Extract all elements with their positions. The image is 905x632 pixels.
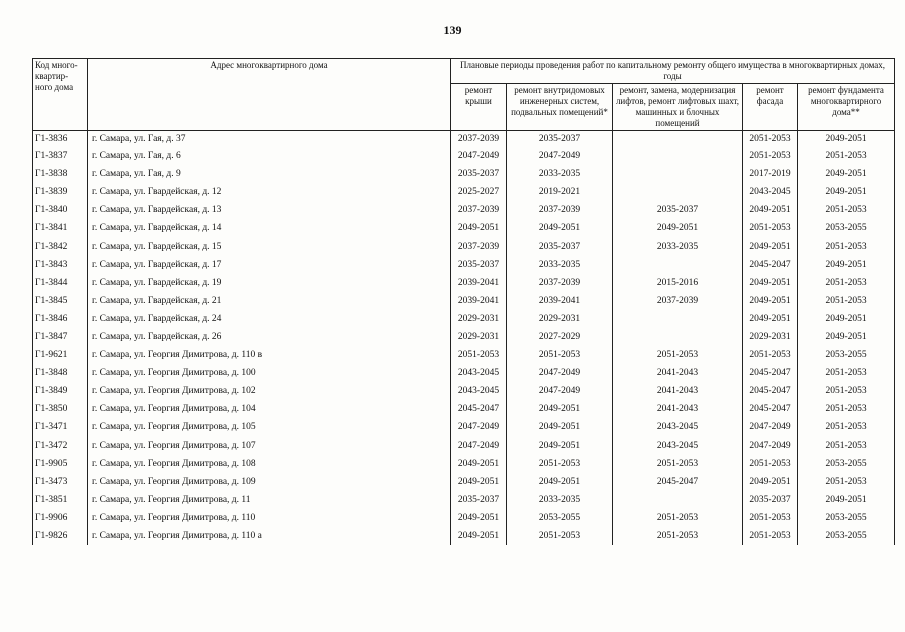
cell-code: Г1-9621 — [33, 346, 88, 364]
cell-roof: 2039-2041 — [451, 274, 507, 292]
table-row — [33, 274, 895, 292]
cell-code: Г1-3472 — [33, 437, 88, 455]
cell-systems: 2029-2031 — [507, 310, 613, 328]
cell-facade: 2047-2049 — [743, 437, 798, 455]
cell-roof: 2035-2037 — [451, 491, 507, 509]
header-roof: ремонт крыши — [451, 84, 507, 131]
cell-elevators — [613, 310, 743, 328]
cell-roof: 2025-2027 — [451, 183, 507, 201]
cell-code: Г1-3839 — [33, 183, 88, 201]
cell-facade: 2045-2047 — [743, 382, 798, 400]
cell-facade: 2051-2053 — [743, 147, 798, 165]
repair-schedule-table — [32, 58, 895, 545]
table-row — [33, 328, 895, 346]
cell-elevators: 2043-2045 — [613, 437, 743, 455]
cell-elevators: 2045-2047 — [613, 473, 743, 491]
cell-facade: 2049-2051 — [743, 201, 798, 219]
cell-systems: 2035-2037 — [507, 237, 613, 255]
cell-roof: 2035-2037 — [451, 256, 507, 274]
cell-roof: 2047-2049 — [451, 437, 507, 455]
table-body — [33, 131, 895, 546]
cell-elevators — [613, 328, 743, 346]
cell-systems: 2027-2029 — [507, 328, 613, 346]
header-systems: ремонт внутридомовых инженерных систем, подвальных помещений* — [507, 84, 613, 131]
cell-address: г. Самара, ул. Георгия Димитрова, д. 105 — [88, 418, 451, 436]
cell-elevators: 2041-2043 — [613, 364, 743, 382]
table-row — [33, 527, 895, 545]
cell-code: Г1-3847 — [33, 328, 88, 346]
cell-foundation: 2053-2055 — [798, 455, 895, 473]
table-row — [33, 418, 895, 436]
table-row — [33, 346, 895, 364]
cell-foundation: 2049-2051 — [798, 491, 895, 509]
cell-code: Г1-3836 — [33, 131, 88, 148]
cell-code: Г1-9905 — [33, 455, 88, 473]
table-row — [33, 437, 895, 455]
cell-facade: 2051-2053 — [743, 527, 798, 545]
cell-systems: 2019-2021 — [507, 183, 613, 201]
cell-facade: 2045-2047 — [743, 400, 798, 418]
cell-code: Г1-9906 — [33, 509, 88, 527]
cell-address: г. Самара, ул. Георгия Димитрова, д. 110 — [88, 509, 451, 527]
cell-systems: 2037-2039 — [507, 274, 613, 292]
cell-systems: 2049-2051 — [507, 418, 613, 436]
cell-code: Г1-3846 — [33, 310, 88, 328]
cell-systems: 2033-2035 — [507, 256, 613, 274]
cell-elevators — [613, 147, 743, 165]
cell-elevators: 2051-2053 — [613, 346, 743, 364]
cell-roof: 2051-2053 — [451, 346, 507, 364]
cell-foundation: 2049-2051 — [798, 183, 895, 201]
cell-facade: 2051-2053 — [743, 455, 798, 473]
cell-foundation: 2051-2053 — [798, 201, 895, 219]
cell-foundation: 2053-2055 — [798, 509, 895, 527]
table-row — [33, 201, 895, 219]
cell-address: г. Самара, ул. Георгия Димитрова, д. 11 — [88, 491, 451, 509]
cell-elevators: 2015-2016 — [613, 274, 743, 292]
header-periods: Плановые периоды проведения работ по капитальному ремонту общего имущества в многоквартирных домах, годы — [451, 59, 895, 84]
table-row — [33, 183, 895, 201]
cell-code: Г1-3849 — [33, 382, 88, 400]
cell-address: г. Самара, ул. Гая, д. 37 — [88, 131, 451, 148]
cell-systems: 2049-2051 — [507, 437, 613, 455]
cell-foundation: 2051-2053 — [798, 237, 895, 255]
cell-foundation: 2051-2053 — [798, 437, 895, 455]
cell-foundation: 2051-2053 — [798, 292, 895, 310]
cell-foundation: 2049-2051 — [798, 310, 895, 328]
cell-code: Г1-3851 — [33, 491, 88, 509]
cell-elevators: 2051-2053 — [613, 527, 743, 545]
cell-systems: 2051-2053 — [507, 455, 613, 473]
cell-foundation: 2049-2051 — [798, 256, 895, 274]
cell-facade: 2047-2049 — [743, 418, 798, 436]
cell-code: Г1-3841 — [33, 219, 88, 237]
cell-facade: 2049-2051 — [743, 237, 798, 255]
cell-code: Г1-3473 — [33, 473, 88, 491]
header-code: Код много-квартир-ного дома — [33, 59, 88, 131]
table-row — [33, 165, 895, 183]
table-row — [33, 509, 895, 527]
cell-facade: 2017-2019 — [743, 165, 798, 183]
cell-roof: 2037-2039 — [451, 237, 507, 255]
cell-facade: 2045-2047 — [743, 364, 798, 382]
page-number: 139 — [443, 23, 462, 37]
cell-code: Г1-3837 — [33, 147, 88, 165]
cell-roof: 2047-2049 — [451, 147, 507, 165]
cell-code: Г1-3850 — [33, 400, 88, 418]
cell-address: г. Самара, ул. Гвардейская, д. 19 — [88, 274, 451, 292]
cell-address: г. Самара, ул. Гвардейская, д. 14 — [88, 219, 451, 237]
cell-roof: 2037-2039 — [451, 131, 507, 148]
cell-code: Г1-3845 — [33, 292, 88, 310]
cell-elevators: 2033-2035 — [613, 237, 743, 255]
cell-systems: 2037-2039 — [507, 201, 613, 219]
cell-foundation: 2051-2053 — [798, 147, 895, 165]
cell-code: Г1-3840 — [33, 201, 88, 219]
header-address: Адрес многоквартирного дома — [88, 59, 451, 131]
cell-elevators — [613, 165, 743, 183]
cell-elevators: 2041-2043 — [613, 400, 743, 418]
cell-elevators: 2051-2053 — [613, 455, 743, 473]
cell-foundation: 2049-2051 — [798, 165, 895, 183]
cell-address: г. Самара, ул. Гая, д. 9 — [88, 165, 451, 183]
cell-facade: 2049-2051 — [743, 292, 798, 310]
cell-roof: 2039-2041 — [451, 292, 507, 310]
cell-facade: 2049-2051 — [743, 473, 798, 491]
cell-foundation: 2051-2053 — [798, 274, 895, 292]
cell-address: г. Самара, ул. Георгия Димитрова, д. 108 — [88, 455, 451, 473]
cell-address: г. Самара, ул. Георгия Димитрова, д. 109 — [88, 473, 451, 491]
cell-address: г. Самара, ул. Гвардейская, д. 21 — [88, 292, 451, 310]
table-row — [33, 219, 895, 237]
cell-address: г. Самара, ул. Георгия Димитрова, д. 100 — [88, 364, 451, 382]
cell-address: г. Самара, ул. Георгия Димитрова, д. 110 в — [88, 346, 451, 364]
cell-code: Г1-3843 — [33, 256, 88, 274]
cell-roof: 2049-2051 — [451, 455, 507, 473]
table-row — [33, 147, 895, 165]
cell-roof: 2049-2051 — [451, 219, 507, 237]
cell-foundation: 2049-2051 — [798, 328, 895, 346]
cell-code: Г1-3844 — [33, 274, 88, 292]
cell-elevators: 2043-2045 — [613, 418, 743, 436]
cell-foundation: 2051-2053 — [798, 364, 895, 382]
cell-roof: 2035-2037 — [451, 165, 507, 183]
table-row — [33, 455, 895, 473]
cell-foundation: 2049-2051 — [798, 131, 895, 148]
cell-elevators — [613, 131, 743, 148]
cell-code: Г1-3848 — [33, 364, 88, 382]
cell-address: г. Самара, ул. Гвардейская, д. 13 — [88, 201, 451, 219]
cell-roof: 2049-2051 — [451, 473, 507, 491]
cell-systems: 2053-2055 — [507, 509, 613, 527]
cell-systems: 2035-2037 — [507, 131, 613, 148]
cell-address: г. Самара, ул. Георгия Димитрова, д. 104 — [88, 400, 451, 418]
cell-systems: 2051-2053 — [507, 527, 613, 545]
cell-systems: 2047-2049 — [507, 364, 613, 382]
cell-foundation: 2051-2053 — [798, 473, 895, 491]
cell-facade: 2051-2053 — [743, 131, 798, 148]
cell-systems: 2039-2041 — [507, 292, 613, 310]
cell-elevators: 2049-2051 — [613, 219, 743, 237]
table-row — [33, 310, 895, 328]
cell-facade: 2049-2051 — [743, 310, 798, 328]
cell-systems: 2049-2051 — [507, 473, 613, 491]
cell-systems: 2049-2051 — [507, 219, 613, 237]
cell-facade: 2051-2053 — [743, 509, 798, 527]
cell-elevators: 2037-2039 — [613, 292, 743, 310]
cell-code: Г1-3471 — [33, 418, 88, 436]
cell-code: Г1-9826 — [33, 527, 88, 545]
cell-roof: 2037-2039 — [451, 201, 507, 219]
cell-facade: 2029-2031 — [743, 328, 798, 346]
cell-foundation: 2051-2053 — [798, 400, 895, 418]
cell-foundation: 2053-2055 — [798, 219, 895, 237]
cell-facade: 2051-2053 — [743, 219, 798, 237]
cell-elevators: 2051-2053 — [613, 509, 743, 527]
cell-code: Г1-3842 — [33, 237, 88, 255]
cell-systems: 2049-2051 — [507, 400, 613, 418]
cell-address: г. Самара, ул. Георгия Димитрова, д. 110 а — [88, 527, 451, 545]
table-row — [33, 382, 895, 400]
cell-address: г. Самара, ул. Георгия Димитрова, д. 107 — [88, 437, 451, 455]
cell-facade: 2051-2053 — [743, 346, 798, 364]
cell-facade: 2035-2037 — [743, 491, 798, 509]
header-foundation: ремонт фундамента многоквартирного дома** — [798, 84, 895, 131]
cell-facade: 2043-2045 — [743, 183, 798, 201]
cell-elevators — [613, 183, 743, 201]
header-elevators: ремонт, замена, модернизация лифтов, ремонт лифтовых шахт, машинных и блочных помещений — [613, 84, 743, 131]
header-facade: ремонт фасада — [743, 84, 798, 131]
cell-roof: 2047-2049 — [451, 418, 507, 436]
cell-address: г. Самара, ул. Гвардейская, д. 12 — [88, 183, 451, 201]
cell-roof: 2029-2031 — [451, 310, 507, 328]
cell-foundation: 2051-2053 — [798, 418, 895, 436]
cell-address: г. Самара, ул. Гвардейская, д. 15 — [88, 237, 451, 255]
cell-address: г. Самара, ул. Георгия Димитрова, д. 102 — [88, 382, 451, 400]
table-row — [33, 256, 895, 274]
cell-roof: 2043-2045 — [451, 364, 507, 382]
cell-roof: 2043-2045 — [451, 382, 507, 400]
cell-systems: 2033-2035 — [507, 165, 613, 183]
table-row — [33, 473, 895, 491]
table-row — [33, 364, 895, 382]
cell-systems: 2033-2035 — [507, 491, 613, 509]
cell-address: г. Самара, ул. Гвардейская, д. 24 — [88, 310, 451, 328]
table-row — [33, 491, 895, 509]
cell-elevators — [613, 256, 743, 274]
cell-foundation: 2053-2055 — [798, 527, 895, 545]
cell-roof: 2045-2047 — [451, 400, 507, 418]
table-row — [33, 237, 895, 255]
cell-address: г. Самара, ул. Гвардейская, д. 17 — [88, 256, 451, 274]
cell-elevators — [613, 491, 743, 509]
cell-elevators: 2035-2037 — [613, 201, 743, 219]
cell-systems: 2047-2049 — [507, 147, 613, 165]
cell-roof: 2029-2031 — [451, 328, 507, 346]
cell-foundation: 2053-2055 — [798, 346, 895, 364]
cell-facade: 2045-2047 — [743, 256, 798, 274]
table-row — [33, 400, 895, 418]
cell-address: г. Самара, ул. Гвардейская, д. 26 — [88, 328, 451, 346]
cell-code: Г1-3838 — [33, 165, 88, 183]
cell-elevators: 2041-2043 — [613, 382, 743, 400]
cell-systems: 2051-2053 — [507, 346, 613, 364]
cell-address: г. Самара, ул. Гая, д. 6 — [88, 147, 451, 165]
cell-foundation: 2051-2053 — [798, 382, 895, 400]
table-row — [33, 292, 895, 310]
table-row — [33, 131, 895, 148]
cell-roof: 2049-2051 — [451, 527, 507, 545]
cell-roof: 2049-2051 — [451, 509, 507, 527]
cell-facade: 2049-2051 — [743, 274, 798, 292]
cell-systems: 2047-2049 — [507, 382, 613, 400]
